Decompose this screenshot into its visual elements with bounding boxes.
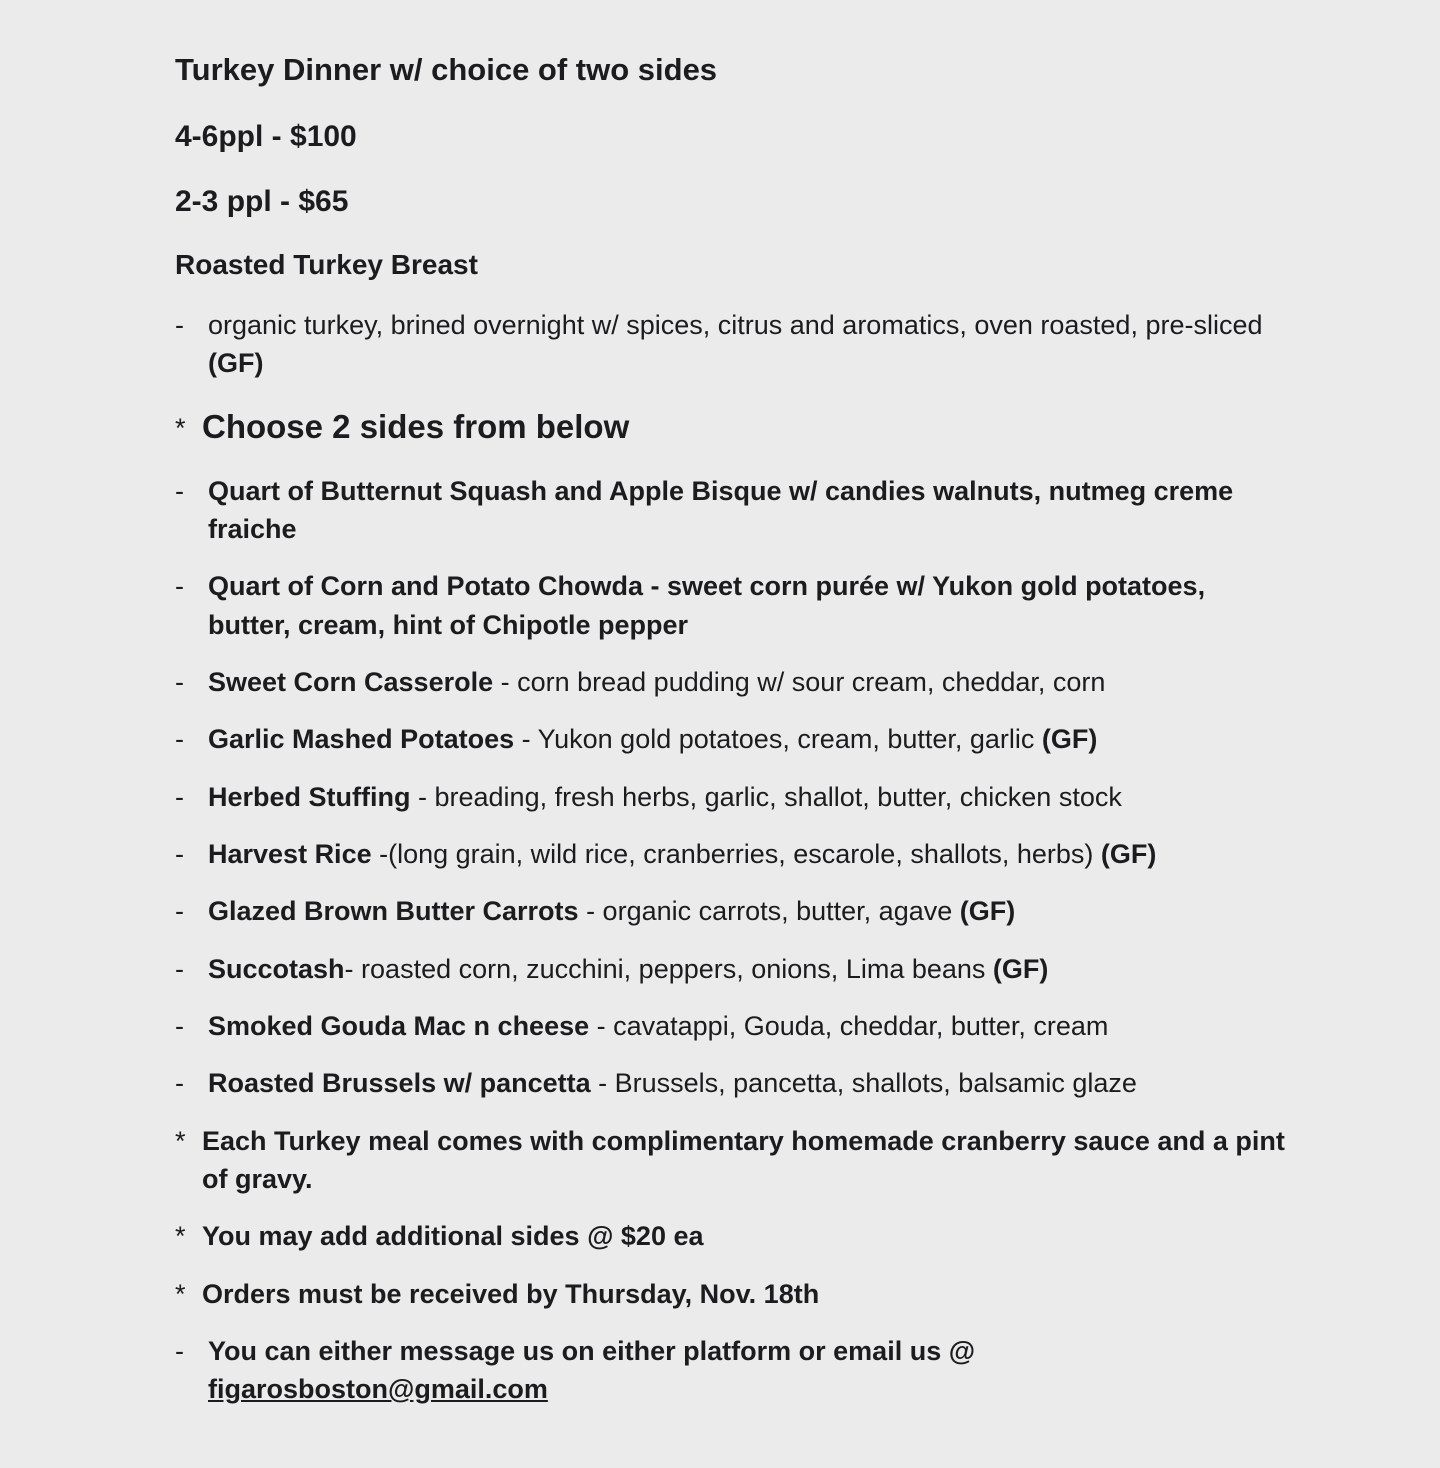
star-bullet: * xyxy=(175,1278,186,1309)
side-name: Herbed Stuffing xyxy=(208,781,411,812)
side-desc: - organic carrots, butter, agave xyxy=(578,896,960,927)
side-desc: - breading, fresh herbs, garlic, shallot, butter, chicken stock xyxy=(410,781,1122,812)
side-name: Roasted Brussels w/ pancetta xyxy=(208,1068,591,1099)
dash-bullet: - xyxy=(175,953,184,984)
side-name: Sweet Corn Casserole xyxy=(208,666,494,697)
note-contact xyxy=(175,1332,1295,1409)
side-item-gouda-mac-n-cheese xyxy=(175,1007,1295,1045)
side-name: Quart of Corn and Potato Chowda - sweet corn purée w/ Yukon gold potatoes, butter, cream, hint of Chipotle pepper xyxy=(208,571,1206,640)
side-name: Harvest Rice xyxy=(208,838,372,869)
side-item-glazed-carrots xyxy=(175,892,1295,930)
side-desc: - roasted corn, zucchini, peppers, onions, Lima beans xyxy=(344,953,993,984)
gf-tag: (GF) xyxy=(208,348,264,379)
gf-tag: (GF) xyxy=(959,896,1016,927)
side-desc: - Yukon gold potatoes, cream, butter, garlic xyxy=(514,724,1042,755)
entree-description-text xyxy=(208,306,1295,383)
dash-bullet: - xyxy=(175,1068,184,1099)
side-item-herbed-stuffing xyxy=(175,778,1295,816)
gf-tag: (GF) xyxy=(1041,724,1098,755)
side-item-sweet-corn-casserole xyxy=(175,663,1295,701)
side-item-butternut-bisque xyxy=(175,472,1295,549)
dash-bullet: - xyxy=(175,781,184,812)
star-bullet: * xyxy=(175,1221,186,1252)
side-name: Smoked Gouda Mac n cheese xyxy=(208,1010,590,1041)
note-additional-sides xyxy=(175,1217,1295,1255)
side-item-garlic-mashed-potatoes xyxy=(175,720,1295,758)
sides-section-heading-row xyxy=(175,406,1295,447)
side-name: Quart of Butternut Squash and Apple Bisque w/ candies walnuts, nutmeg creme fraiche xyxy=(208,475,1234,544)
entree-name: Roasted Turkey Breast xyxy=(175,249,478,281)
side-desc: -(long grain, wild rice, cranberries, escarole, shallots, herbs) xyxy=(371,838,1101,869)
entree-desc: organic turkey, brined overnight w/ spices, citrus and aromatics, oven roasted, pre-sliced xyxy=(208,309,1263,340)
side-desc: - corn bread pudding w/ sour cream, cheddar, corn xyxy=(493,666,1106,697)
price-line-4-6ppl: 4-6ppl - $100 xyxy=(175,120,357,154)
side-desc: - Brussels, pancetta, shallots, balsamic glaze xyxy=(590,1068,1137,1099)
menu-title: Turkey Dinner w/ choice of two sides xyxy=(175,52,718,87)
side-name: Succotash xyxy=(208,953,345,984)
dash-bullet: - xyxy=(175,838,184,869)
dash-bullet: - xyxy=(175,309,184,340)
star-bullet: * xyxy=(175,413,186,444)
entree-description xyxy=(175,306,1295,383)
gf-tag: (GF) xyxy=(1100,838,1157,869)
side-item-corn-potato-chowda xyxy=(175,567,1295,644)
price-line-2-3ppl: 2-3 ppl - $65 xyxy=(175,185,349,219)
note-order-deadline xyxy=(175,1275,1295,1313)
dash-bullet: - xyxy=(175,1010,184,1041)
contact-email-link[interactable]: figarosboston@gmail.com xyxy=(208,1374,548,1405)
gf-tag: (GF) xyxy=(992,953,1049,984)
note-cranberry-gravy xyxy=(175,1122,1295,1199)
contact-text: You can either message us on either platform or email us @ xyxy=(208,1335,976,1366)
side-item-roasted-brussels xyxy=(175,1064,1295,1102)
dash-bullet: - xyxy=(175,666,184,697)
dash-bullet: - xyxy=(175,724,184,755)
side-desc: - cavatappi, Gouda, cheddar, butter, cream xyxy=(589,1010,1109,1041)
sides-section-heading: Choose 2 sides from below xyxy=(202,408,630,446)
side-item-harvest-rice xyxy=(175,835,1295,873)
star-bullet: * xyxy=(175,1125,186,1156)
side-name: Garlic Mashed Potatoes xyxy=(208,724,515,755)
dash-bullet: - xyxy=(175,571,184,602)
side-name: Glazed Brown Butter Carrots xyxy=(208,896,579,927)
dash-bullet: - xyxy=(175,896,184,927)
dash-bullet: - xyxy=(175,1335,184,1366)
note-text: Orders must be received by Thursday, Nov. 18th xyxy=(202,1278,820,1309)
dash-bullet: - xyxy=(175,475,184,506)
side-item-succotash xyxy=(175,950,1295,988)
note-text: Each Turkey meal comes with complimentary homemade cranberry sauce and a pint of gravy. xyxy=(202,1125,1285,1194)
note-text: You may add additional sides @ $20 ea xyxy=(202,1221,704,1252)
